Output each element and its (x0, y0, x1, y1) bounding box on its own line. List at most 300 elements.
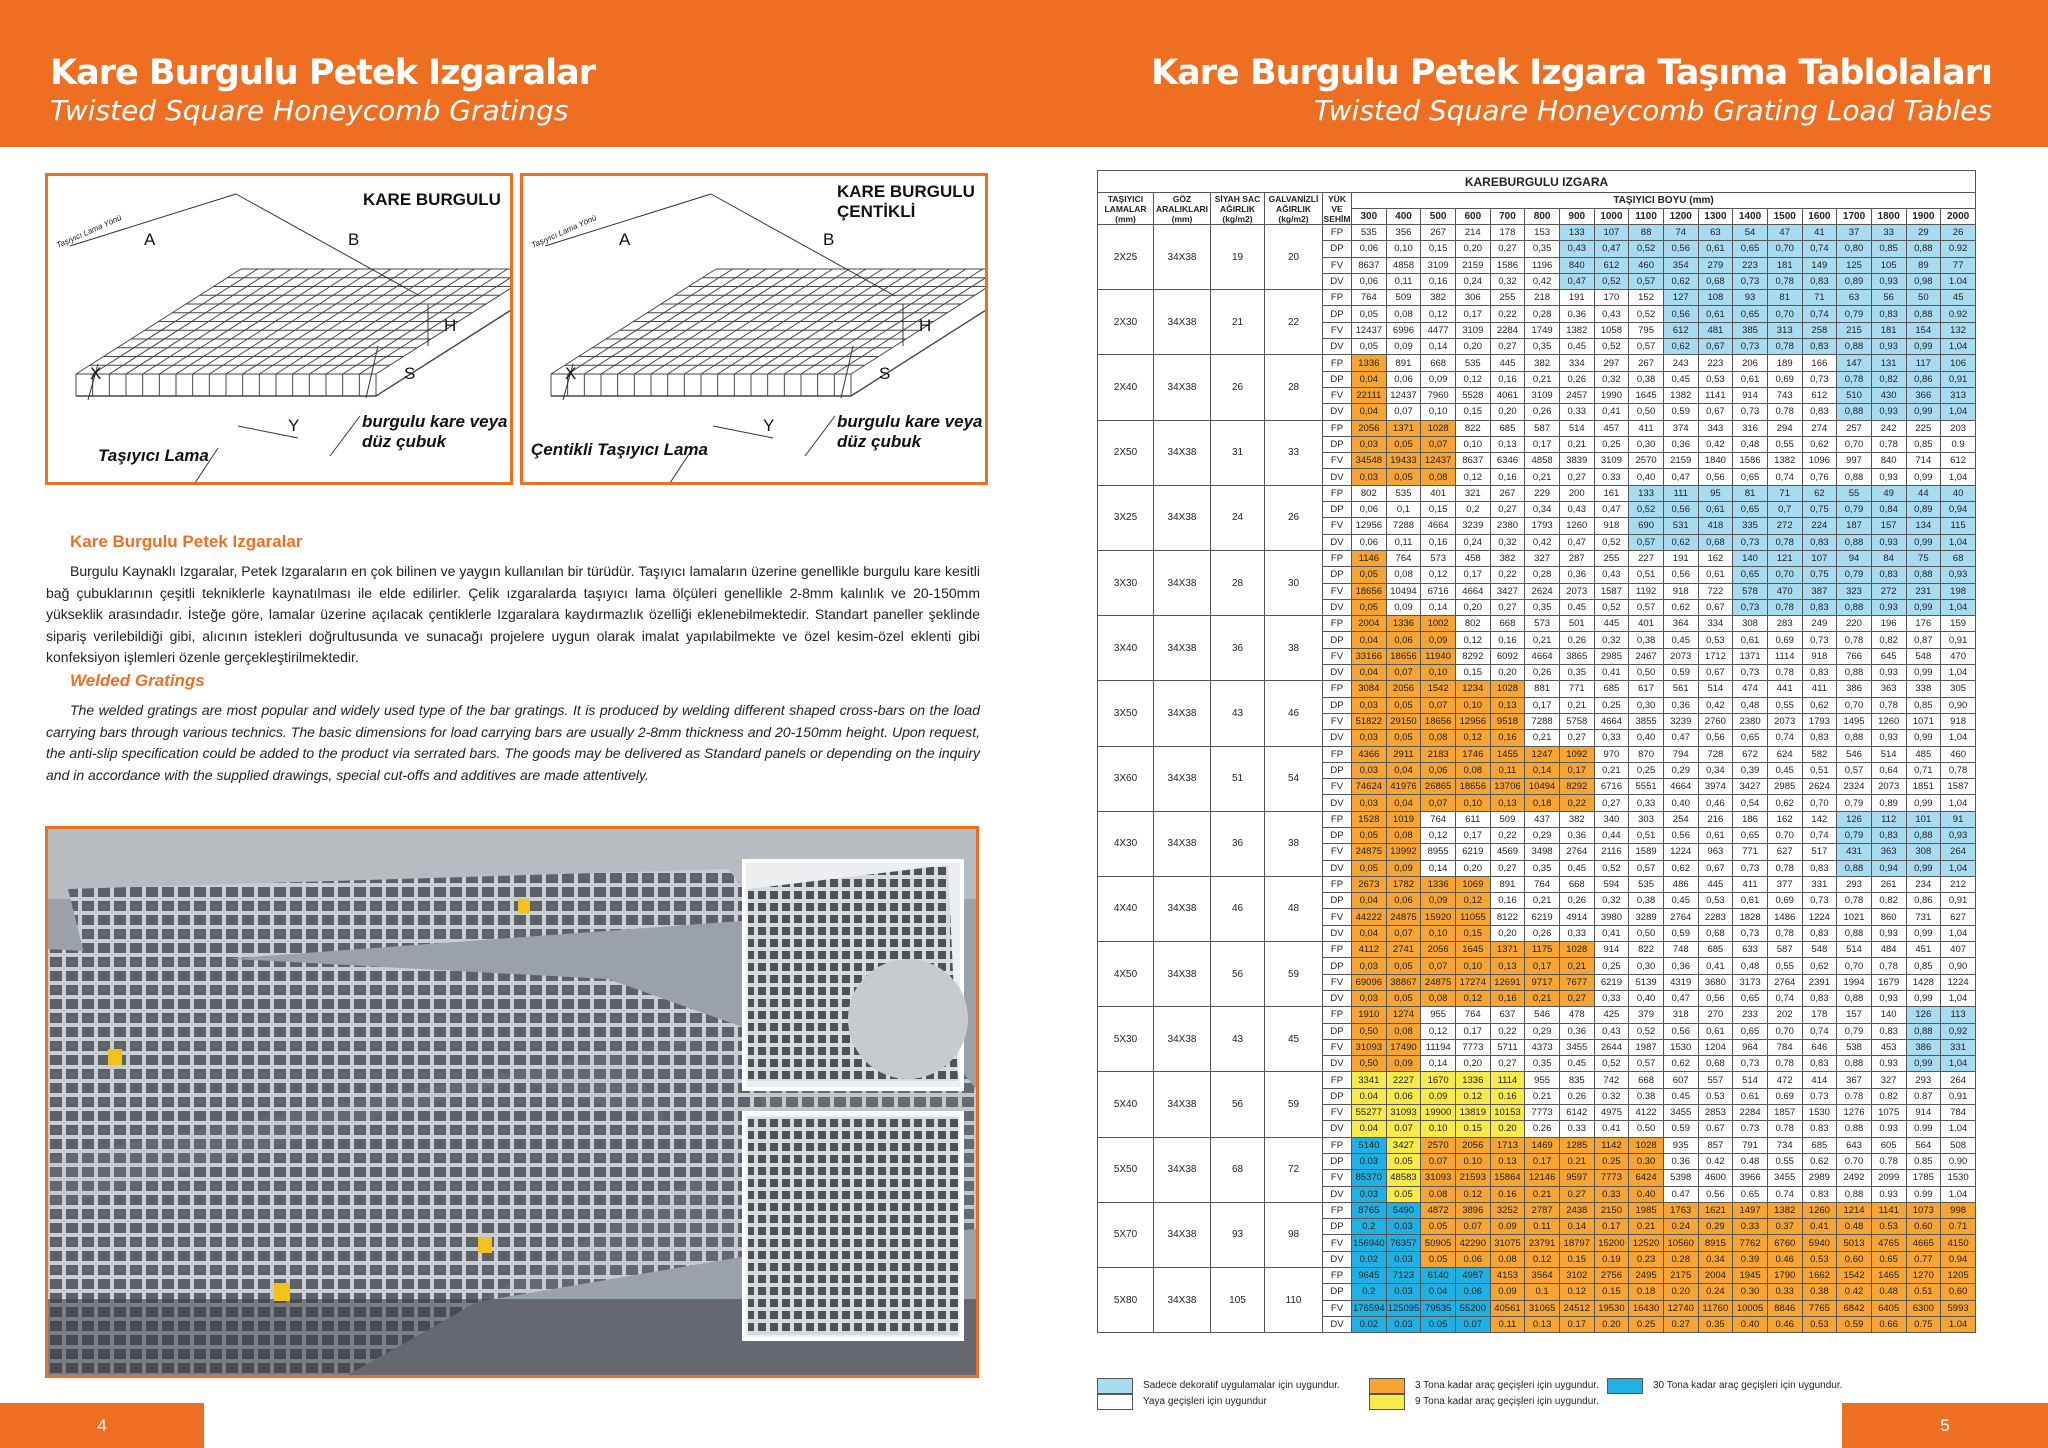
load-value-cell: 108 (1698, 290, 1733, 306)
load-value-cell: 327 (1871, 1072, 1906, 1088)
load-value-cell: 0,65 (1733, 241, 1768, 257)
header-siyah: SİYAH SAC AĞIRLIK (kg/m2) (1211, 193, 1265, 225)
load-value-cell: 264 (1941, 844, 1976, 860)
load-value-cell: 56 (1871, 290, 1906, 306)
load-value-cell: 218 (1525, 290, 1560, 306)
load-value-cell: 1645 (1455, 942, 1490, 958)
load-value-cell: 0.78 (1767, 1121, 1802, 1137)
load-type-cell: DV (1323, 534, 1352, 550)
load-value-cell: 157 (1837, 1007, 1872, 1023)
load-value-cell: 0,57 (1629, 273, 1664, 289)
load-value-cell: 478 (1559, 1007, 1594, 1023)
load-value-cell: 0,03 (1352, 436, 1387, 452)
load-value-cell: 0,08 (1386, 827, 1421, 843)
load-value-cell: 0,20 (1490, 925, 1525, 941)
load-value-cell: 0,51 (1629, 827, 1664, 843)
load-value-cell: 0,73 (1802, 893, 1837, 909)
load-value-cell: 202 (1767, 1007, 1802, 1023)
load-value-cell: 367 (1837, 1072, 1872, 1088)
load-value-cell: 5993 (1941, 1300, 1976, 1316)
load-value-cell: 6760 (1767, 1235, 1802, 1251)
load-value-cell: 0.83 (1802, 1186, 1837, 1202)
load-type-cell: FV (1323, 257, 1352, 273)
load-value-cell: 0,12 (1421, 827, 1456, 843)
load-value-cell: 0,61 (1733, 371, 1768, 387)
load-value-cell: 216 (1698, 811, 1733, 827)
load-value-cell: 2911 (1386, 746, 1421, 762)
load-value-cell: 0,04 (1386, 762, 1421, 778)
load-value-cell: 0,52 (1629, 502, 1664, 518)
load-value-cell: 3980 (1594, 909, 1629, 925)
load-value-cell: 0,47 (1594, 502, 1629, 518)
load-value-cell: 0,45 (1559, 1056, 1594, 1072)
load-value-cell: 0.03 (1386, 1284, 1421, 1300)
load-value-cell: 0,61 (1698, 306, 1733, 322)
load-value-cell: 0.33 (1594, 1186, 1629, 1202)
load-value-cell: 0,73 (1802, 632, 1837, 648)
load-value-cell: 0.90 (1941, 1153, 1976, 1169)
load-value-cell: 181 (1767, 257, 1802, 273)
load-value-cell: 437 (1525, 811, 1560, 827)
load-value-cell: 0,03 (1352, 762, 1387, 778)
load-value-cell: 0,73 (1733, 665, 1768, 681)
load-value-cell: 0.48 (1733, 1153, 1768, 1169)
table-title: KAREBURGULU IZGARA (1098, 171, 1976, 193)
load-value-cell: 1,04 (1941, 925, 1976, 941)
load-value-cell: 50 (1906, 290, 1941, 306)
load-value-cell: 0,56 (1663, 306, 1698, 322)
load-value-cell: 3109 (1525, 387, 1560, 403)
load-value-cell: 0,99 (1906, 469, 1941, 485)
load-value-cell: 0.92 (1941, 306, 1976, 322)
load-value-cell: 0.73 (1802, 1088, 1837, 1104)
load-type-cell: FP (1323, 420, 1352, 436)
load-value-cell: 254 (1663, 811, 1698, 827)
load-value-cell: 293 (1837, 876, 1872, 892)
load-value-cell: 0,08 (1386, 306, 1421, 322)
load-value-cell: 1371 (1386, 420, 1421, 436)
diagram-label: KARE BURGULU ÇENTİKLİ (837, 182, 975, 221)
load-value-cell: 0,99 (1906, 925, 1941, 941)
load-value-cell: 63 (1837, 290, 1872, 306)
load-value-cell: 1542 (1837, 1268, 1872, 1284)
load-value-cell: 1336 (1421, 876, 1456, 892)
load-value-cell: 0.05 (1386, 1186, 1421, 1202)
load-value-cell: 2756 (1594, 1268, 1629, 1284)
load-value-cell: 4319 (1663, 974, 1698, 990)
load-value-cell: 0,68 (1698, 534, 1733, 550)
load-value-cell: 0,18 (1525, 795, 1560, 811)
load-value-cell: 331 (1802, 876, 1837, 892)
load-value-cell: 3109 (1594, 453, 1629, 469)
load-value-cell: 0.11 (1525, 1219, 1560, 1235)
load-value-cell: 4664 (1421, 518, 1456, 534)
load-value-cell: 8637 (1352, 257, 1387, 273)
load-value-cell: 0.40 (1629, 1186, 1664, 1202)
load-value-cell: 728 (1698, 746, 1733, 762)
load-value-cell: 0,83 (1802, 730, 1837, 746)
load-value-cell: 0,27 (1559, 990, 1594, 1006)
galvanized-weight-cell: 33 (1265, 420, 1323, 485)
load-value-cell: 997 (1837, 453, 1872, 469)
load-value-cell: 162 (1698, 550, 1733, 566)
load-value-cell: 0.42 (1837, 1284, 1872, 1300)
load-value-cell: 0.21 (1525, 1088, 1560, 1104)
legend-swatch-yellow (1369, 1394, 1405, 1410)
load-value-cell: 0,45 (1663, 371, 1698, 387)
load-value-cell: 0,30 (1629, 436, 1664, 452)
load-value-cell: 914 (1906, 1105, 1941, 1121)
load-value-cell: 484 (1871, 942, 1906, 958)
load-value-cell: 75 (1906, 550, 1941, 566)
load-value-cell: 29 (1906, 225, 1941, 241)
load-type-cell: FV (1323, 648, 1352, 664)
load-value-cell: 0,04 (1352, 371, 1387, 387)
load-value-cell: 0,99 (1906, 990, 1941, 1006)
load-value-cell: 0,91 (1941, 632, 1976, 648)
load-value-cell: 340 (1594, 811, 1629, 827)
load-value-cell: 2073 (1871, 779, 1906, 795)
load-value-cell: 10560 (1663, 1235, 1698, 1251)
right-page-subtitle: Twisted Square Honeycomb Grating Load Tables (1313, 94, 1992, 127)
load-value-cell: 1224 (1941, 974, 1976, 990)
load-value-cell: 0,78 (1767, 273, 1802, 289)
load-value-cell: 0,44 (1594, 827, 1629, 843)
load-value-cell: 0.30 (1733, 1284, 1768, 1300)
load-value-cell: 472 (1767, 1072, 1802, 1088)
legend-swatch-blue (1607, 1378, 1643, 1394)
load-value-cell: 10494 (1386, 583, 1421, 599)
load-value-cell: 0,82 (1871, 632, 1906, 648)
load-value-cell: 0,88 (1837, 730, 1872, 746)
load-value-cell: 0,93 (1871, 273, 1906, 289)
load-value-cell: 19530 (1594, 1300, 1629, 1316)
load-value-cell: 8955 (1421, 844, 1456, 860)
load-value-cell: 1587 (1941, 779, 1976, 795)
load-value-cell: 0,48 (1733, 958, 1768, 974)
load-value-cell: 0.07 (1421, 1153, 1456, 1169)
table-row (1098, 1007, 1976, 1023)
load-value-cell: 0,67 (1698, 404, 1733, 420)
load-value-cell: 411 (1629, 420, 1664, 436)
load-value-cell: 3564 (1525, 1268, 1560, 1284)
load-value-cell: 0,79 (1837, 306, 1872, 322)
load-value-cell: 0,70 (1767, 567, 1802, 583)
load-value-cell: 0,21 (1525, 632, 1560, 648)
load-value-cell: 822 (1455, 420, 1490, 436)
load-value-cell: 0,03 (1352, 990, 1387, 1006)
load-value-cell: 385 (1733, 322, 1768, 338)
load-value-cell: 2284 (1733, 1105, 1768, 1121)
load-value-cell: 1985 (1629, 1202, 1664, 1218)
load-value-cell: 0,83 (1871, 827, 1906, 843)
load-value-cell: 411 (1802, 681, 1837, 697)
load-value-cell: 11940 (1421, 648, 1456, 664)
load-type-cell: FV (1323, 583, 1352, 599)
load-value-cell: 0,92 (1941, 1023, 1976, 1039)
load-value-cell: 2764 (1767, 974, 1802, 990)
load-value-cell: 0.05 (1421, 1316, 1456, 1332)
table-row (1098, 420, 1976, 436)
load-value-cell: 0.61 (1733, 1088, 1768, 1104)
load-value-cell: 3896 (1455, 1202, 1490, 1218)
load-value-cell: 605 (1871, 1137, 1906, 1153)
load-value-cell: 12437 (1386, 387, 1421, 403)
load-value-cell: 21593 (1455, 1170, 1490, 1186)
load-value-cell: 0,78 (1767, 1056, 1802, 1072)
load-value-cell: 8292 (1455, 648, 1490, 664)
load-value-cell: 198 (1941, 583, 1976, 599)
page-number-left: 4 (0, 1403, 204, 1448)
load-value-cell: 15920 (1421, 909, 1456, 925)
load-value-cell: 0,88 (1837, 469, 1872, 485)
load-value-cell: 457 (1594, 420, 1629, 436)
load-value-cell: 338 (1906, 681, 1941, 697)
load-value-cell: 1205 (1941, 1268, 1976, 1284)
load-value-cell: 187 (1837, 518, 1872, 534)
load-value-cell: 0,07 (1421, 958, 1456, 974)
load-value-cell: 4765 (1871, 1235, 1906, 1251)
load-value-cell: 0,83 (1802, 339, 1837, 355)
span-header-cell: 2000 (1941, 209, 1976, 225)
load-value-cell: 1069 (1455, 876, 1490, 892)
load-value-cell: 1141 (1698, 387, 1733, 403)
load-value-cell: 9645 (1352, 1268, 1387, 1284)
load-value-cell: 835 (1559, 1072, 1594, 1088)
load-value-cell: 0,50 (1629, 925, 1664, 941)
load-value-cell: 0,88 (1837, 599, 1872, 615)
load-value-cell: 0,16 (1421, 534, 1456, 550)
mesh-size-cell: 34X38 (1154, 811, 1211, 876)
load-value-cell: 382 (1559, 811, 1594, 827)
load-value-cell: 0,12 (1421, 306, 1456, 322)
load-value-cell: 0,06 (1386, 893, 1421, 909)
load-value-cell: 4872 (1421, 1202, 1456, 1218)
load-value-cell: 2380 (1733, 713, 1768, 729)
load-value-cell: 107 (1802, 550, 1837, 566)
dim-a-label: A (619, 230, 631, 249)
load-value-cell: 331 (1941, 1039, 1976, 1055)
span-header-cell: 1400 (1733, 209, 1768, 225)
load-value-cell: 0,52 (1594, 273, 1629, 289)
load-value-cell: 0,83 (1802, 665, 1837, 681)
load-value-cell: 2073 (1559, 583, 1594, 599)
load-value-cell: 1,04 (1941, 860, 1976, 876)
load-value-cell: 41976 (1386, 779, 1421, 795)
load-type-cell: DP (1323, 632, 1352, 648)
load-value-cell: 0,04 (1352, 404, 1387, 420)
load-value-cell: 0,11 (1386, 273, 1421, 289)
load-value-cell: 535 (1455, 355, 1490, 371)
load-value-cell: 0,56 (1698, 469, 1733, 485)
load-value-cell: 0,78 (1767, 339, 1802, 355)
load-value-cell: 0.25 (1629, 1316, 1664, 1332)
load-type-cell: DP (1323, 567, 1352, 583)
load-value-cell: 1497 (1733, 1202, 1768, 1218)
span-header-cell: 300 (1352, 209, 1387, 225)
load-table-header (1098, 171, 1976, 225)
load-type-cell: FV (1323, 844, 1352, 860)
load-type-cell: FP (1323, 290, 1352, 306)
load-type-cell: DV (1323, 795, 1352, 811)
load-value-cell: 0.47 (1663, 1186, 1698, 1202)
load-value-cell: 382 (1525, 355, 1560, 371)
load-value-cell: 0.12 (1559, 1284, 1594, 1300)
load-value-cell: 1495 (1837, 713, 1872, 729)
load-value-cell: 0,09 (1386, 860, 1421, 876)
load-value-cell: 0,39 (1733, 762, 1768, 778)
load-value-cell: 31093 (1421, 1170, 1456, 1186)
load-value-cell: 0.62 (1802, 1153, 1837, 1169)
load-value-cell: 382 (1490, 550, 1525, 566)
load-value-cell: 4665 (1906, 1235, 1941, 1251)
load-value-cell: 1486 (1767, 909, 1802, 925)
mesh-size-cell: 34X38 (1154, 1007, 1211, 1072)
load-value-cell: 3173 (1733, 974, 1768, 990)
load-value-cell: 0,51 (1629, 567, 1664, 583)
load-value-cell: 0,15 (1455, 665, 1490, 681)
load-value-cell: 0,07 (1386, 665, 1421, 681)
load-value-cell: 0,85 (1906, 958, 1941, 974)
load-value-cell: 0.33 (1733, 1219, 1768, 1235)
load-value-cell: 0,82 (1871, 371, 1906, 387)
load-value-cell: 4975 (1594, 1105, 1629, 1121)
load-value-cell: 0,12 (1421, 567, 1456, 583)
load-value-cell: 918 (1941, 713, 1976, 729)
load-value-cell: 0,40 (1629, 469, 1664, 485)
load-value-cell: 891 (1386, 355, 1421, 371)
bar-size-cell: 2X30 (1098, 290, 1154, 355)
load-value-cell: 115 (1941, 518, 1976, 534)
load-value-cell: 191 (1559, 290, 1594, 306)
load-value-cell: 0,41 (1594, 925, 1629, 941)
load-value-cell: 0.60 (1906, 1219, 1941, 1235)
mesh-size-cell: 34X38 (1154, 225, 1211, 290)
load-value-cell: 0,78 (1767, 534, 1802, 550)
load-value-cell: 0.12 (1525, 1251, 1560, 1267)
load-value-cell: 220 (1837, 616, 1872, 632)
load-value-cell: 1096 (1802, 453, 1837, 469)
load-value-cell: 3455 (1767, 1170, 1802, 1186)
load-value-cell: 12740 (1663, 1300, 1698, 1316)
load-value-cell: 2985 (1767, 779, 1802, 795)
load-value-cell: 6219 (1525, 909, 1560, 925)
load-value-cell: 321 (1455, 485, 1490, 501)
load-value-cell: 152 (1629, 290, 1664, 306)
load-value-cell: 0,41 (1698, 958, 1733, 974)
load-value-cell: 140 (1871, 1007, 1906, 1023)
load-table-container (1097, 170, 1975, 1333)
load-value-cell: 0.45 (1663, 1088, 1698, 1104)
load-value-cell: 1,04 (1941, 534, 1976, 550)
load-value-cell: 4858 (1525, 453, 1560, 469)
load-value-cell: 0.03 (1352, 1186, 1387, 1202)
load-value-cell: 318 (1663, 1007, 1698, 1023)
load-value-cell: 4112 (1352, 942, 1387, 958)
load-value-cell: 0,99 (1906, 599, 1941, 615)
load-value-cell: 771 (1733, 844, 1768, 860)
load-value-cell: 0,7 (1767, 502, 1802, 518)
load-value-cell: 1260 (1802, 1202, 1837, 1218)
load-value-cell: 612 (1594, 257, 1629, 273)
load-value-cell: 451 (1906, 942, 1941, 958)
load-value-cell: 0,88 (1837, 534, 1872, 550)
load-value-cell: 722 (1698, 583, 1733, 599)
load-value-cell: 0.93 (1871, 1186, 1906, 1202)
load-value-cell: 0,88 (1837, 860, 1872, 876)
load-value-cell: 514 (1733, 1072, 1768, 1088)
load-value-cell: 40 (1941, 485, 1976, 501)
load-value-cell: 643 (1837, 1137, 1872, 1153)
load-value-cell: 7762 (1733, 1235, 1768, 1251)
load-value-cell: 764 (1352, 290, 1387, 306)
load-value-cell: 0.19 (1594, 1251, 1629, 1267)
load-value-cell: 3341 (1352, 1072, 1387, 1088)
load-value-cell: 0,33 (1559, 404, 1594, 420)
load-value-cell: 1785 (1906, 1170, 1941, 1186)
load-value-cell: 356 (1386, 225, 1421, 241)
load-value-cell: 1679 (1871, 974, 1906, 990)
load-value-cell: 0,20 (1455, 599, 1490, 615)
load-value-cell: 224 (1802, 518, 1837, 534)
load-value-cell: 0,53 (1698, 893, 1733, 909)
load-value-cell: 0.24 (1663, 1219, 1698, 1235)
load-value-cell: 0,74 (1767, 469, 1802, 485)
load-value-cell: 181 (1871, 322, 1906, 338)
load-value-cell: 0,84 (1871, 502, 1906, 518)
load-value-cell: 2492 (1837, 1170, 1872, 1186)
load-value-cell: 0,83 (1802, 534, 1837, 550)
load-value-cell: 382 (1421, 290, 1456, 306)
load-value-cell: 1075 (1871, 1105, 1906, 1121)
load-value-cell: 0,16 (1490, 990, 1525, 1006)
load-value-cell: 38867 (1386, 974, 1421, 990)
load-value-cell: 0,85 (1871, 241, 1906, 257)
load-value-cell: 48583 (1386, 1170, 1421, 1186)
load-value-cell: 1589 (1629, 844, 1664, 860)
load-value-cell: 0,17 (1455, 1023, 1490, 1039)
load-value-cell: 0,28 (1525, 567, 1560, 583)
load-value-cell: 0.42 (1698, 1153, 1733, 1169)
load-value-cell: 0.88 (1837, 1121, 1872, 1137)
load-value-cell: 49 (1871, 485, 1906, 501)
load-value-cell: 2764 (1559, 844, 1594, 860)
load-value-cell: 156940 (1352, 1235, 1387, 1251)
load-value-cell: 0,78 (1767, 665, 1802, 681)
load-value-cell: 2159 (1455, 257, 1490, 273)
load-value-cell: 4858 (1386, 257, 1421, 273)
load-value-cell: 0,61 (1698, 1023, 1733, 1039)
load-value-cell: 0,62 (1663, 860, 1698, 876)
load-value-cell: 0,13 (1490, 697, 1525, 713)
load-value-cell: 0,26 (1559, 893, 1594, 909)
load-value-cell: 453 (1871, 1039, 1906, 1055)
dim-x-label: X (565, 364, 577, 383)
load-value-cell: 0.55 (1767, 1153, 1802, 1169)
black-weight-cell: 56 (1211, 942, 1265, 1007)
load-value-cell: 63 (1698, 225, 1733, 241)
load-value-cell: 508 (1941, 1137, 1976, 1153)
load-type-cell: DV (1323, 665, 1352, 681)
load-value-cell: 0,86 (1906, 371, 1941, 387)
load-value-cell: 2073 (1663, 648, 1698, 664)
black-weight-cell: 105 (1211, 1268, 1265, 1333)
load-value-cell: 0,04 (1352, 925, 1387, 941)
load-value-cell: 303 (1629, 811, 1664, 827)
load-value-cell: 2183 (1421, 746, 1456, 762)
load-value-cell: 0,61 (1733, 632, 1768, 648)
load-value-cell: 2764 (1663, 909, 1698, 925)
